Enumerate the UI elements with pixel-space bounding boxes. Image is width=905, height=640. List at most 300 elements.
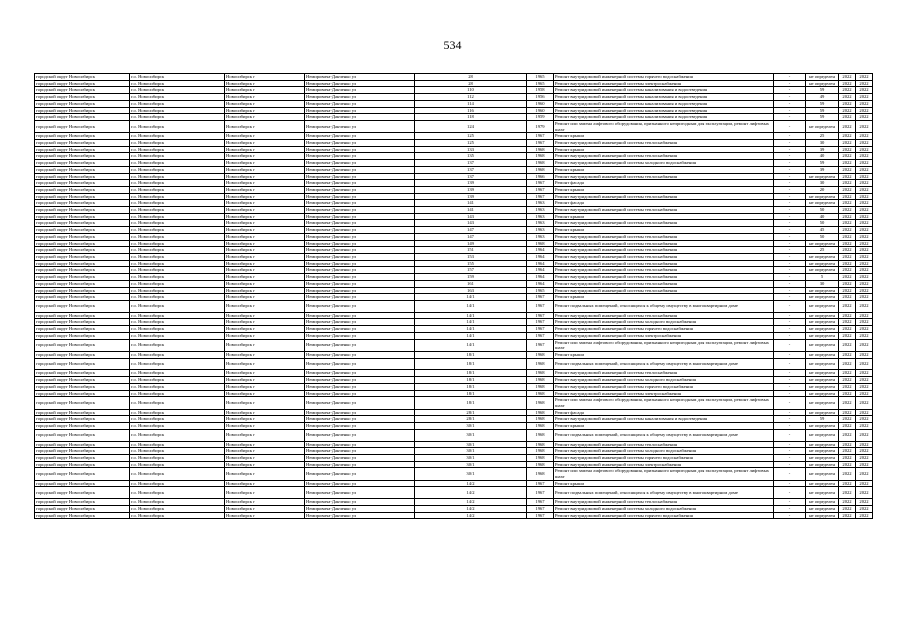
- house-number-cell: 18/1: [415, 351, 527, 358]
- year-end-cell: 2022: [856, 120, 873, 132]
- dash-cell: -: [774, 429, 806, 441]
- city-cell: Новосибирск г: [225, 213, 305, 220]
- work-type-cell: Ремонт фасада: [554, 180, 774, 187]
- municipality-cell: городской округ Новосибирск: [35, 133, 130, 140]
- municipality-cell: городской округ Новосибирск: [35, 351, 130, 358]
- dash-cell: -: [774, 247, 806, 254]
- settlement-cell: г.о. Новосибирск: [130, 429, 225, 441]
- dash-cell: -: [774, 233, 806, 240]
- city-cell: Новосибирск г: [225, 409, 305, 416]
- street-cell: Немировича-Данченко ул: [305, 207, 415, 214]
- street-cell: Немировича-Данченко ул: [305, 253, 415, 260]
- year-end-cell: 2022: [856, 240, 873, 247]
- table-row: [35, 200, 873, 207]
- house-number-cell: 151: [415, 247, 527, 254]
- municipality-cell: городской округ Новосибирск: [35, 166, 130, 173]
- year-built-cell: 1963: [527, 213, 554, 220]
- house-number-cell: 141: [415, 207, 527, 214]
- dash-cell: -: [774, 397, 806, 409]
- dash-cell: -: [774, 287, 806, 294]
- table-row: [35, 193, 873, 200]
- wear-cell: 45: [806, 227, 839, 234]
- street-cell: Немировича-Данченко ул: [305, 180, 415, 187]
- year-built-cell: 1967: [527, 480, 554, 487]
- work-type-cell: Ремонт крыши: [554, 133, 774, 140]
- year-start-cell: 2022: [839, 186, 856, 193]
- municipality-cell: городской округ Новосибирск: [35, 326, 130, 333]
- dash-cell: -: [774, 87, 806, 94]
- municipality-cell: городской округ Новосибирск: [35, 294, 130, 301]
- wear-cell: не определен: [806, 487, 839, 499]
- year-end-cell: 2022: [856, 300, 873, 312]
- year-built-cell: 1963: [527, 200, 554, 207]
- table-row: [35, 409, 873, 416]
- year-built-cell: 1965: [527, 74, 554, 81]
- year-start-cell: 2022: [839, 280, 856, 287]
- year-built-cell: 1968: [527, 370, 554, 377]
- municipality-cell: городской округ Новосибирск: [35, 240, 130, 247]
- settlement-cell: г.о. Новосибирск: [130, 233, 225, 240]
- wear-cell: не определен: [806, 512, 839, 519]
- dash-cell: -: [774, 294, 806, 301]
- year-start-cell: 2022: [839, 287, 856, 294]
- dash-cell: -: [774, 377, 806, 384]
- municipality-cell: городской округ Новосибирск: [35, 140, 130, 147]
- dash-cell: -: [774, 300, 806, 312]
- house-number-cell: 125: [415, 133, 527, 140]
- wear-cell: 59: [806, 87, 839, 94]
- table-row: [35, 397, 873, 409]
- settlement-cell: г.о. Новосибирск: [130, 441, 225, 448]
- municipality-cell: городской округ Новосибирск: [35, 280, 130, 287]
- city-cell: Новосибирск г: [225, 512, 305, 519]
- house-number-cell: 125: [415, 140, 527, 147]
- dash-cell: -: [774, 274, 806, 281]
- table-row: [35, 441, 873, 448]
- house-number-cell: 14/1: [415, 332, 527, 339]
- wear-cell: не определен: [806, 505, 839, 512]
- settlement-cell: г.о. Новосибирск: [130, 74, 225, 81]
- year-end-cell: 2022: [856, 180, 873, 187]
- street-cell: Немировича-Данченко ул: [305, 80, 415, 87]
- year-built-cell: 1960: [527, 107, 554, 114]
- city-cell: Новосибирск г: [225, 351, 305, 358]
- year-end-cell: 2022: [856, 166, 873, 173]
- city-cell: Новосибирск г: [225, 274, 305, 281]
- city-cell: Новосибирск г: [225, 370, 305, 377]
- street-cell: Немировича-Данченко ул: [305, 448, 415, 455]
- street-cell: Немировича-Данченко ул: [305, 499, 415, 506]
- year-end-cell: 2022: [856, 319, 873, 326]
- table-row: [35, 207, 873, 214]
- wear-cell: 40: [806, 213, 839, 220]
- dash-cell: -: [774, 339, 806, 351]
- settlement-cell: г.о. Новосибирск: [130, 193, 225, 200]
- street-cell: Немировича-Данченко ул: [305, 114, 415, 121]
- work-type-cell: Ремонт внутридомовой инженерной системы теплоснабжения: [554, 140, 774, 147]
- year-start-cell: 2022: [839, 173, 856, 180]
- house-number-cell: 163: [415, 287, 527, 294]
- work-type-cell: Ремонт внутридомовой инженерной системы холодного водоснабжения: [554, 505, 774, 512]
- year-built-cell: 1964: [527, 247, 554, 254]
- settlement-cell: г.о. Новосибирск: [130, 114, 225, 121]
- municipality-cell: городской округ Новосибирск: [35, 512, 130, 519]
- city-cell: Новосибирск г: [225, 312, 305, 319]
- dash-cell: -: [774, 260, 806, 267]
- year-built-cell: 1967: [527, 512, 554, 519]
- street-cell: Немировича-Данченко ул: [305, 94, 415, 101]
- work-type-cell: Ремонт или замена лифтового оборудования, признанного непригодным для эксплуатации, ремонт лифтовых шахт: [554, 468, 774, 480]
- municipality-cell: городской округ Новосибирск: [35, 160, 130, 167]
- municipality-cell: городской округ Новосибирск: [35, 461, 130, 468]
- city-cell: Новосибирск г: [225, 454, 305, 461]
- table-row: [35, 160, 873, 167]
- work-type-cell: Ремонт подвальных помещений, относящихся к общему имуществу в многоквартирном доме: [554, 358, 774, 370]
- dash-cell: -: [774, 100, 806, 107]
- dash-cell: -: [774, 253, 806, 260]
- city-cell: Новосибирск г: [225, 253, 305, 260]
- dash-cell: -: [774, 80, 806, 87]
- settlement-cell: г.о. Новосибирск: [130, 200, 225, 207]
- work-type-cell: Ремонт крыши: [554, 480, 774, 487]
- street-cell: Немировича-Данченко ул: [305, 287, 415, 294]
- year-start-cell: 2022: [839, 193, 856, 200]
- work-type-cell: Ремонт подвальных помещений, относящихся к общему имуществу в многоквартирном доме: [554, 487, 774, 499]
- city-cell: Новосибирск г: [225, 160, 305, 167]
- municipality-cell: городской округ Новосибирск: [35, 153, 130, 160]
- year-built-cell: 1967: [527, 140, 554, 147]
- year-built-cell: 1968: [527, 240, 554, 247]
- settlement-cell: г.о. Новосибирск: [130, 351, 225, 358]
- street-cell: Немировича-Данченко ул: [305, 160, 415, 167]
- year-end-cell: 2022: [856, 280, 873, 287]
- work-type-cell: Ремонт крыши: [554, 423, 774, 430]
- municipality-cell: городской округ Новосибирск: [35, 370, 130, 377]
- municipality-cell: городской округ Новосибирск: [35, 107, 130, 114]
- year-start-cell: 2022: [839, 332, 856, 339]
- wear-cell: 20: [806, 186, 839, 193]
- work-type-cell: Ремонт крыши: [554, 351, 774, 358]
- table-row: [35, 416, 873, 423]
- street-cell: Немировича-Данченко ул: [305, 480, 415, 487]
- house-number-cell: 137: [415, 160, 527, 167]
- house-number-cell: 157: [415, 267, 527, 274]
- year-end-cell: 2022: [856, 397, 873, 409]
- municipality-cell: городской округ Новосибирск: [35, 233, 130, 240]
- work-type-cell: Ремонт внутридомовой инженерной системы теплоснабжения: [554, 207, 774, 214]
- work-type-cell: Ремонт внутридомовой инженерной системы теплоснабжения: [554, 247, 774, 254]
- year-end-cell: 2022: [856, 260, 873, 267]
- wear-cell: не определен: [806, 193, 839, 200]
- wear-cell: не определен: [806, 332, 839, 339]
- year-end-cell: 2022: [856, 107, 873, 114]
- street-cell: Немировича-Данченко ул: [305, 487, 415, 499]
- year-built-cell: 1967: [527, 319, 554, 326]
- city-cell: Новосибирск г: [225, 260, 305, 267]
- wear-cell: не определен: [806, 383, 839, 390]
- house-number-cell: 133: [415, 146, 527, 153]
- city-cell: Новосибирск г: [225, 377, 305, 384]
- municipality-cell: городской округ Новосибирск: [35, 332, 130, 339]
- year-start-cell: 2022: [839, 487, 856, 499]
- table-row: [35, 114, 873, 121]
- year-built-cell: 1968: [527, 153, 554, 160]
- wear-cell: не определен: [806, 312, 839, 319]
- work-type-cell: Ремонт внутридомовой инженерной системы электроснабжения: [554, 80, 774, 87]
- dash-cell: -: [774, 499, 806, 506]
- year-start-cell: 2022: [839, 233, 856, 240]
- settlement-cell: г.о. Новосибирск: [130, 166, 225, 173]
- table-row: [35, 280, 873, 287]
- settlement-cell: г.о. Новосибирск: [130, 505, 225, 512]
- house-number-cell: 18/1: [415, 397, 527, 409]
- dash-cell: -: [774, 423, 806, 430]
- municipality-cell: городской округ Новосибирск: [35, 260, 130, 267]
- house-number-cell: 135: [415, 153, 527, 160]
- year-end-cell: 2022: [856, 74, 873, 81]
- table-row: [35, 166, 873, 173]
- work-type-cell: Ремонт или замена лифтового оборудования, признанного непригодным для эксплуатации, ремонт лифтовых шахт: [554, 397, 774, 409]
- house-number-cell: 18/1: [415, 390, 527, 397]
- wear-cell: не определен: [806, 267, 839, 274]
- wear-cell: не определен: [806, 287, 839, 294]
- year-built-cell: 1967: [527, 180, 554, 187]
- settlement-cell: г.о. Новосибирск: [130, 294, 225, 301]
- street-cell: Немировича-Данченко ул: [305, 370, 415, 377]
- street-cell: Немировича-Данченко ул: [305, 441, 415, 448]
- year-end-cell: 2022: [856, 480, 873, 487]
- street-cell: Немировича-Данченко ул: [305, 153, 415, 160]
- year-built-cell: 1963: [527, 233, 554, 240]
- dash-cell: -: [774, 200, 806, 207]
- wear-cell: не определен: [806, 429, 839, 441]
- city-cell: Новосибирск г: [225, 448, 305, 455]
- table-row: [35, 319, 873, 326]
- wear-cell: не определен: [806, 253, 839, 260]
- dash-cell: -: [774, 120, 806, 132]
- wear-cell: 39: [806, 146, 839, 153]
- settlement-cell: г.о. Новосибирск: [130, 280, 225, 287]
- work-type-cell: Ремонт внутридомовой инженерной системы горячего водоснабжения: [554, 326, 774, 333]
- wear-cell: не определен: [806, 300, 839, 312]
- year-start-cell: 2022: [839, 220, 856, 227]
- year-end-cell: 2022: [856, 416, 873, 423]
- work-type-cell: Ремонт внутридомовой инженерной системы теплоснабжения: [554, 193, 774, 200]
- work-type-cell: Ремонт внутридомовой инженерной системы теплоснабжения: [554, 240, 774, 247]
- table-row: [35, 370, 873, 377]
- wear-cell: не определен: [806, 423, 839, 430]
- year-built-cell: 1968: [527, 160, 554, 167]
- street-cell: Немировича-Данченко ул: [305, 339, 415, 351]
- work-type-cell: Ремонт подвальных помещений, относящихся к общему имуществу в многоквартирном доме: [554, 429, 774, 441]
- settlement-cell: г.о. Новосибирск: [130, 153, 225, 160]
- street-cell: Немировича-Данченко ул: [305, 87, 415, 94]
- city-cell: Новосибирск г: [225, 220, 305, 227]
- year-built-cell: 1967: [527, 294, 554, 301]
- year-end-cell: 2022: [856, 140, 873, 147]
- year-end-cell: 2022: [856, 220, 873, 227]
- table-row: [35, 383, 873, 390]
- settlement-cell: г.о. Новосибирск: [130, 326, 225, 333]
- wear-cell: 30: [806, 140, 839, 147]
- dash-cell: -: [774, 319, 806, 326]
- work-type-cell: Ремонт внутридомовой инженерной системы электроснабжения: [554, 390, 774, 397]
- table-row: [35, 107, 873, 114]
- settlement-cell: г.о. Новосибирск: [130, 267, 225, 274]
- house-number-cell: 30/1: [415, 448, 527, 455]
- dash-cell: -: [774, 107, 806, 114]
- street-cell: Немировича-Данченко ул: [305, 300, 415, 312]
- year-start-cell: 2022: [839, 454, 856, 461]
- municipality-cell: городской округ Новосибирск: [35, 180, 130, 187]
- year-end-cell: 2022: [856, 153, 873, 160]
- dash-cell: -: [774, 326, 806, 333]
- house-number-cell: 159: [415, 274, 527, 281]
- street-cell: Немировича-Данченко ул: [305, 227, 415, 234]
- wear-cell: не определен: [806, 397, 839, 409]
- settlement-cell: г.о. Новосибирск: [130, 253, 225, 260]
- settlement-cell: г.о. Новосибирск: [130, 480, 225, 487]
- street-cell: Немировича-Данченко ул: [305, 332, 415, 339]
- municipality-cell: городской округ Новосибирск: [35, 409, 130, 416]
- city-cell: Новосибирск г: [225, 319, 305, 326]
- year-end-cell: 2022: [856, 87, 873, 94]
- dash-cell: -: [774, 512, 806, 519]
- house-number-cell: 28: [415, 74, 527, 81]
- municipality-cell: городской округ Новосибирск: [35, 80, 130, 87]
- wear-cell: не определен: [806, 454, 839, 461]
- table-row: [35, 94, 873, 101]
- wear-cell: 59: [806, 100, 839, 107]
- city-cell: Новосибирск г: [225, 94, 305, 101]
- house-number-cell: 14/1: [415, 319, 527, 326]
- year-built-cell: 1968: [527, 397, 554, 409]
- house-number-cell: 14/2: [415, 499, 527, 506]
- work-type-cell: Ремонт внутридомовой инженерной системы канализования и водоотведения: [554, 107, 774, 114]
- year-end-cell: 2022: [856, 253, 873, 260]
- year-start-cell: 2022: [839, 213, 856, 220]
- dash-cell: -: [774, 468, 806, 480]
- dash-cell: -: [774, 186, 806, 193]
- dash-cell: -: [774, 358, 806, 370]
- settlement-cell: г.о. Новосибирск: [130, 416, 225, 423]
- street-cell: Немировича-Данченко ул: [305, 280, 415, 287]
- settlement-cell: г.о. Новосибирск: [130, 173, 225, 180]
- table-row: [35, 390, 873, 397]
- wear-cell: 5: [806, 274, 839, 281]
- year-end-cell: 2022: [856, 441, 873, 448]
- wear-cell: 59: [806, 114, 839, 121]
- municipality-cell: городской округ Новосибирск: [35, 207, 130, 214]
- city-cell: Новосибирск г: [225, 107, 305, 114]
- house-number-cell: 30/1: [415, 429, 527, 441]
- year-built-cell: 1968: [527, 409, 554, 416]
- page-number: 534: [443, 38, 462, 52]
- year-built-cell: 1967: [527, 332, 554, 339]
- table-row: [35, 429, 873, 441]
- wear-cell: 39: [806, 166, 839, 173]
- capital-repair-table: [34, 73, 873, 519]
- wear-cell: не определен: [806, 390, 839, 397]
- wear-cell: не определен: [806, 200, 839, 207]
- year-built-cell: 1968: [527, 358, 554, 370]
- municipality-cell: городской округ Новосибирск: [35, 487, 130, 499]
- city-cell: Новосибирск г: [225, 287, 305, 294]
- table-row: [35, 358, 873, 370]
- city-cell: Новосибирск г: [225, 186, 305, 193]
- municipality-cell: городской округ Новосибирск: [35, 339, 130, 351]
- settlement-cell: г.о. Новосибирск: [130, 454, 225, 461]
- year-start-cell: 2022: [839, 253, 856, 260]
- year-built-cell: 1968: [527, 146, 554, 153]
- municipality-cell: городской округ Новосибирск: [35, 100, 130, 107]
- table-row: [35, 153, 873, 160]
- year-end-cell: 2022: [856, 227, 873, 234]
- work-type-cell: Ремонт внутридомовой инженерной системы горячего водоснабжения: [554, 74, 774, 81]
- city-cell: Новосибирск г: [225, 480, 305, 487]
- work-type-cell: Ремонт внутридомовой инженерной системы электроснабжения: [554, 332, 774, 339]
- city-cell: Новосибирск г: [225, 326, 305, 333]
- year-built-cell: 1967: [527, 133, 554, 140]
- table-row: [35, 140, 873, 147]
- dash-cell: -: [774, 227, 806, 234]
- wear-cell: 25: [806, 247, 839, 254]
- municipality-cell: городской округ Новосибирск: [35, 173, 130, 180]
- table-row: [35, 339, 873, 351]
- wear-cell: не определен: [806, 351, 839, 358]
- year-end-cell: 2022: [856, 499, 873, 506]
- municipality-cell: городской округ Новосибирск: [35, 505, 130, 512]
- year-start-cell: 2022: [839, 326, 856, 333]
- street-cell: Немировича-Данченко ул: [305, 240, 415, 247]
- city-cell: Новосибирск г: [225, 267, 305, 274]
- dash-cell: -: [774, 133, 806, 140]
- year-start-cell: 2022: [839, 94, 856, 101]
- municipality-cell: городской округ Новосибирск: [35, 94, 130, 101]
- wear-cell: не определен: [806, 468, 839, 480]
- year-built-cell: 1965: [527, 287, 554, 294]
- table-row: [35, 87, 873, 94]
- house-number-cell: 114: [415, 100, 527, 107]
- settlement-cell: г.о. Новосибирск: [130, 300, 225, 312]
- street-cell: Немировича-Данченко ул: [305, 193, 415, 200]
- table-row: [35, 487, 873, 499]
- table-row: [35, 247, 873, 254]
- dash-cell: -: [774, 487, 806, 499]
- dash-cell: -: [774, 351, 806, 358]
- wear-cell: 49: [806, 94, 839, 101]
- year-end-cell: 2022: [856, 146, 873, 153]
- settlement-cell: г.о. Новосибирск: [130, 423, 225, 430]
- work-type-cell: Ремонт внутридомовой инженерной системы холодного водоснабжения: [554, 160, 774, 167]
- year-start-cell: 2022: [839, 468, 856, 480]
- work-type-cell: Ремонт крыши: [554, 186, 774, 193]
- work-type-cell: Ремонт внутридомовой инженерной системы теплоснабжения: [554, 274, 774, 281]
- wear-cell: не определен: [806, 461, 839, 468]
- street-cell: Немировича-Данченко ул: [305, 326, 415, 333]
- work-type-cell: Ремонт внутридомовой инженерной системы канализования и водоотведения: [554, 94, 774, 101]
- house-number-cell: 139: [415, 180, 527, 187]
- municipality-cell: городской округ Новосибирск: [35, 87, 130, 94]
- settlement-cell: г.о. Новосибирск: [130, 240, 225, 247]
- year-end-cell: 2022: [856, 207, 873, 214]
- city-cell: Новосибирск г: [225, 193, 305, 200]
- house-number-cell: 14/1: [415, 326, 527, 333]
- year-built-cell: 1956: [527, 94, 554, 101]
- city-cell: Новосибирск г: [225, 140, 305, 147]
- year-built-cell: 1968: [527, 441, 554, 448]
- work-type-cell: Ремонт внутридомовой инженерной системы холодного водоснабжения: [554, 319, 774, 326]
